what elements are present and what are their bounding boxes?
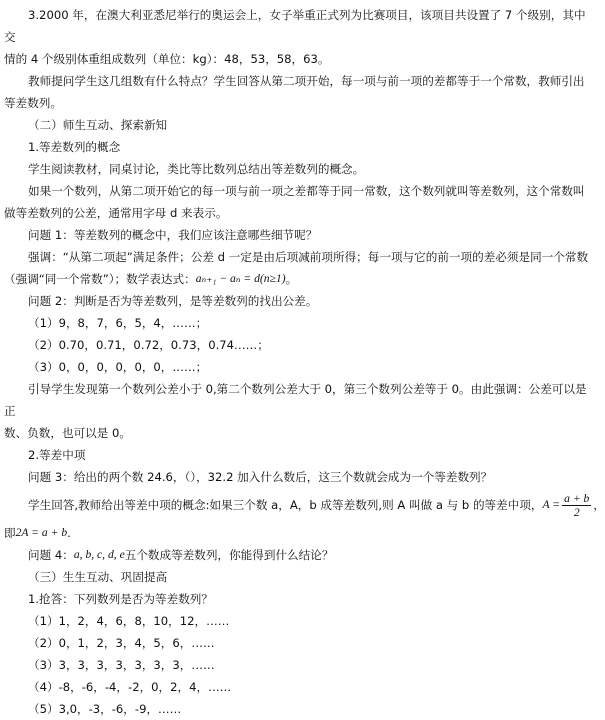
question-2: 问题 2：判断是否为等差数列，是等差数列的找出公差。 <box>28 294 318 308</box>
test-sequence-3: （3）3，3，3，3，3，3，3，…… <box>28 658 215 672</box>
fraction-numerator: a + b <box>564 491 590 505</box>
section-heading-3: （三）生生互动、巩固提高 <box>28 570 168 584</box>
subheading-middle-term: 2.等差中项 <box>28 448 86 462</box>
test-sequence-1: （1）1，2，4，6，8，10，12，…… <box>28 614 230 628</box>
middle-term-lhs: A = <box>542 498 561 511</box>
middle-term-text: 学生回答,教师给出等差中项的概念:如果三个数 a，A，b 成等差数列,则 A 叫做 a 与 b 的等差中项， <box>28 498 543 512</box>
middle-term-equation-line <box>4 522 594 544</box>
teacher-line-1: 教师提问学生这几组数有什么特点？学生回答从第二项开始，每一项与前一项的差都等于一个常数，教师引出 <box>28 74 585 88</box>
emphasis-text: （强调“同一个常数”）；数学表达式： <box>4 272 196 286</box>
guide-line-2: 数、负数，也可以是 0。 <box>4 426 131 440</box>
reading-line: 学生阅读教材，同桌讨论，类比等比数列总结出等差数列的概念。 <box>28 162 365 176</box>
sequence-1: （1）9，8，7，6，5，4，……； <box>28 316 208 330</box>
teacher-line-2: 等差数列。 <box>4 96 62 110</box>
test-sequence-4: （4）-8，-6，-4，-2，0，2，4，…… <box>28 680 232 694</box>
equation-prefix: 即 <box>4 526 16 540</box>
section-heading-2: （二）师生互动、探索新知 <box>28 118 168 132</box>
emphasis-end: 。 <box>285 272 298 286</box>
test-sequence-2: （2）0，1，2，3，4，5，6，…… <box>28 636 215 650</box>
question-4-variables: a, b, c, d, e <box>73 548 125 561</box>
guide-line-1: 引导学生发现第一个数列公差小于 0,第二个数列公差大于 0，第三个数列公差等于 0。由此强调：公差可以是正 <box>4 382 587 418</box>
sequence-3: （3）0，0，0，0，0，0，……； <box>28 360 208 374</box>
difference-formula: aₙ₊₁ − aₙ = d(n≥1) <box>195 272 286 285</box>
middle-term-equation: 2A = a + b <box>15 526 68 539</box>
definition-line-2: 做等差数列的公差，通常用字母 d 来表示。 <box>4 206 228 220</box>
middle-term-comma: ， <box>593 498 605 512</box>
sequence-2: （2）0.70，0.71，0.72，0.73，0.74……； <box>28 338 269 352</box>
intro-line-2: 情的 4 个级别体重组成数列（单位：kg）：48，53，58，63。 <box>4 52 330 66</box>
quick-answer-prompt: 1.抢答：下列数列是否为等差数列？ <box>28 592 213 606</box>
question-4-label: 问题 4： <box>28 548 74 562</box>
middle-term-line <box>4 488 605 522</box>
test-sequence-5: （5）3,0，-3，-6，-9，…… <box>28 702 182 716</box>
question-4 <box>4 544 594 566</box>
emphasis-line-2 <box>4 268 594 290</box>
middle-term-fraction <box>562 492 591 519</box>
equation-end: . <box>67 526 71 540</box>
definition-line-1: 如果一个数列，从第二项开始它的每一项与前一项之差都等于同一常数，这个数列就叫等差数列，这个常数叫 <box>28 184 585 198</box>
fraction-denominator: 2 <box>573 505 580 519</box>
subheading-concept: 1.等差数列的概念 <box>28 140 121 154</box>
intro-line-1: 3.2000 年，在澳大利亚悉尼举行的奥运会上，女子举重正式列为比赛项目，该项目共设置了 7 个级别，其中交 <box>4 8 586 44</box>
emphasis-line-1: 强调：“从第二项起”满足条件；公差 d 一定是由后项减前项所得；每一项与它的前一项的差必须是同一个常数 <box>28 250 589 264</box>
question-4-text: 五个数成等差数列，你能得到什么结论？ <box>124 548 334 562</box>
question-3: 问题 3：给出的两个数 24.6，（），32.2 加入什么数后，这三个数就会成为一个等差数列？ <box>28 470 493 484</box>
question-1: 问题 1：等差数列的概念中，我们应该注意哪些细节呢？ <box>28 228 318 242</box>
